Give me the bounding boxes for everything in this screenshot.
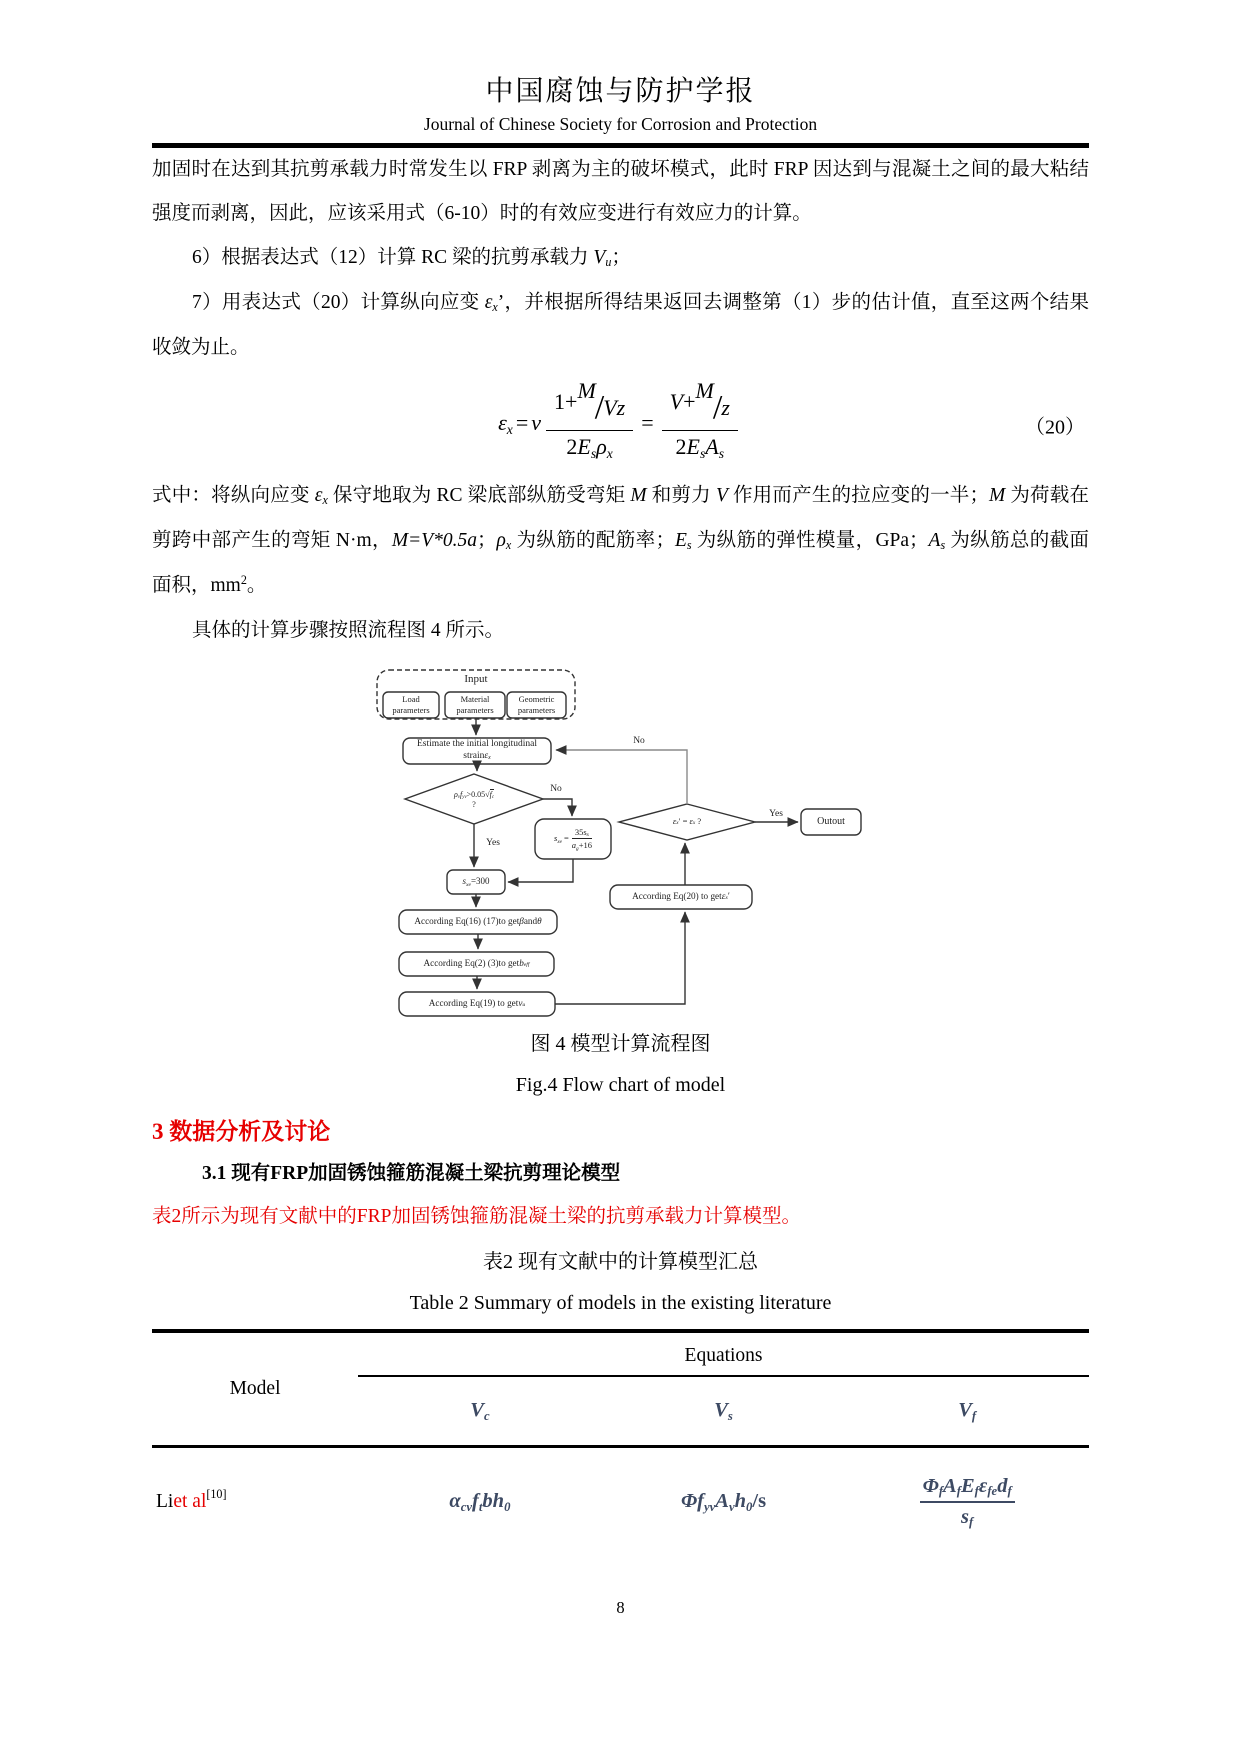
math-var: b [519,957,524,968]
math-var: E [686,434,700,460]
text-run: According Eq(16) (17)to get [414,915,520,926]
math-var: Vz [603,395,626,421]
math-var: ε [314,484,323,506]
math-var: ε [672,816,677,827]
table2-header-vf: Vf [958,1399,977,1423]
table2-row-vs: ΦfyvAvh0/s [681,1490,767,1514]
flowchart-figure [327,657,1027,1021]
section-3-title: 3 数据分析及讨论 [152,1118,331,1144]
table2-row-vf: ΦfAfEfεfedf sf [845,1448,1089,1556]
math-sub: x [692,819,696,826]
math-sub: c [491,795,495,801]
mini-fraction [572,827,592,851]
text-run: 式中：将纵向应变 [152,484,315,506]
number: 2 [675,434,687,460]
number: 35s [574,826,587,837]
flow-label-yes-1: Yes [486,837,500,848]
text-run: 6）根据表达式（12）计算 RC 梁的抗剪承载力 [192,246,594,268]
prime-mark: ′ [678,816,681,827]
number: +16 [578,840,592,850]
operator: = [564,833,569,844]
math-sub: s [718,446,725,462]
journal-title-cn: 中国腐蚀与防护学报 [485,76,756,107]
text-run: and [523,915,538,926]
math-var: M [989,484,1006,506]
slant-fraction [695,377,730,427]
text-run: According Eq(2) (3)to get [423,957,520,968]
text-run: strain [463,750,485,761]
figure4-caption-en: Fig.4 Flow chart of model [515,1073,726,1096]
text-run: ； [611,246,631,268]
text-run: 和剪力 [646,484,716,506]
content-block [152,0,1089,1556]
math-var: E [577,434,591,460]
math-var: v [531,409,542,435]
red-paragraph: 表2所示为现有文献中的FRP加固锈蚀箍筋混凝土梁的抗剪承载力计算模型。 [152,1205,801,1227]
equation-body [498,377,743,462]
journal-title-en: Journal of Chinese Society for Corrosion and Protection [423,114,818,134]
operator: = [641,409,654,435]
math-var: a [571,840,577,850]
flow-label-no-1: No [550,783,562,794]
math-sub: x [725,894,728,901]
flow-node-geometric-parameters: Geometric parameters [517,694,556,715]
operator: >0.05 [466,789,486,799]
flow-decision-strain-converged [619,815,755,829]
slash: / [712,389,723,427]
number: 2 [566,434,578,460]
flow-node-sxe-formula [535,820,611,858]
text-run: 7）用表达式（20）计算纵向应变 [192,291,485,313]
operator: = [680,816,690,827]
math-var: ε [484,750,489,761]
math-var: M [577,377,596,403]
paragraph-follow: 具体的计算步骤按照流程图 4 所示。 [192,619,505,641]
flow-node-input-title: Input [464,672,488,685]
math-sub: x [676,819,679,826]
math-var: V [593,246,606,268]
math-var: ε [484,291,493,313]
prime-mark: ′ [727,890,730,901]
math-sub: yv [462,795,467,801]
text-run: 为纵筋总的截面面积，mm [152,529,1089,596]
flow-label-no-2: No [633,735,645,746]
math-var: M=V*0.5a [391,529,478,551]
flow-node-eq19 [399,993,555,1015]
math-var: A [705,434,719,460]
math-var: M [630,484,647,506]
table2-row-vc: αcvftbh0 [449,1490,511,1514]
text-run: Estimate the initial longitudinal [416,739,538,750]
author-name: Li [156,1490,174,1512]
text-run: 为纵筋的弹性模量，GPa； [691,529,929,551]
math-sub: u [522,1001,526,1008]
text-run: According Eq(20) to get [632,890,722,901]
text-run: According Eq(19) to get [428,997,519,1008]
flow-node-load-parameters: Load parameters [392,694,430,715]
math-var: V [715,484,728,506]
flow-node-sxe-300 [447,871,505,893]
math-var: A [928,529,941,551]
math-var: sxe [554,833,562,845]
math-var: M [695,377,714,403]
flow-node-material-parameters: Material parameters [456,694,494,715]
text-run: ’，并根据所得结果返回去调整第（1）步的估计值，直至这两个结果收敛为止。 [152,291,1089,358]
flow-node-eq2-3 [399,953,554,975]
text-run: ； [477,529,497,551]
math-var: ρ [596,434,607,460]
math-sub: eff [523,961,530,968]
flow-label-yes-2: Yes [769,808,783,819]
flow-node-eq20 [610,886,752,908]
operator: + [565,388,578,414]
equation-number: （20） [1025,416,1085,438]
math-sub: x [322,493,328,508]
reference-number: [10] [206,1487,227,1502]
question-mark: ? [472,799,476,809]
table2-header-model: Model [229,1377,281,1399]
math-sub: s [686,538,692,553]
math-var: ε [498,409,507,435]
fraction-2 [662,377,738,462]
math-sub: g [576,845,579,852]
math-sub: u [605,255,612,270]
flow-decision-stirrup-ratio [413,782,535,818]
table2-caption-cn: 表2 现有文献中的计算模型汇总 [483,1250,758,1273]
math-sub: x [606,446,613,462]
math-var: V [669,388,684,414]
paragraph-notes [152,474,1089,609]
operator: = [515,409,529,435]
text-run: 为纵筋的配筋率； [511,529,675,551]
math-sub: s [699,446,706,462]
author-etal: et al [173,1490,207,1512]
flow-node-eq16-17 [399,911,557,933]
figure4-caption-cn: 图 4 模型计算流程图 [530,1032,711,1055]
text-run: 保守地取为 RC 梁底部纵筋受弯矩 [327,484,631,506]
flow-node-output: Outout [817,815,845,827]
math-var: f [460,789,463,799]
math-var: β [519,915,524,926]
text-run: 作用而产生的拉应变的一半； [727,484,989,506]
list-item-6 [152,236,1089,281]
table2-header-vs: Vs [714,1399,733,1423]
math-sub: x [506,421,513,437]
page-header [152,76,1089,135]
equation-20 [152,377,1089,470]
math-sub: v [457,795,461,801]
fraction-1 [546,377,633,462]
math-var: ρ [496,529,506,551]
operator: + [683,388,696,414]
table2 [152,1329,1089,1556]
page-number: 8 [616,1598,625,1617]
text-run: =300 [470,876,490,887]
section-3-1-title: 3.1 现有FRP加固锈蚀箍筋混凝土梁抗剪理论模型 [202,1162,621,1184]
math-var: f [489,789,492,799]
table2-row-model [152,1448,358,1556]
slant-fraction [577,377,626,427]
math-var: E [674,529,687,551]
math-var: ρ [453,789,458,799]
math-var: ε [721,890,726,901]
math-var: sxe [462,876,471,888]
math-sub: x [488,755,491,762]
math-sub: x [505,538,512,553]
math-sub: s [940,538,946,553]
math-var: z [721,395,730,421]
math-sub: x [586,832,589,839]
sqrt-symbol: √ [485,789,490,799]
math-sub: x [492,300,498,315]
paragraph-intro: 加固时在达到其抗剪承载力时常发生以 FRP 剥离为主的破坏模式，此时 FRP 因达到与混凝土之间的最大粘结强度而剥离，因此，应该采用式（6-10）时的有效应变进行有效应力的计算。 [152,158,1089,224]
number: 1 [554,388,566,414]
table2-caption-en: Table 2 Summary of models in the existing literature [409,1291,832,1314]
math-sup: 2 [240,572,247,587]
text-run: 。 [246,574,267,596]
math-var: v [518,997,523,1008]
question-mark: ? [695,816,702,827]
math-var: θ [537,915,542,926]
table2-header-vc: Vc [470,1399,490,1423]
math-var: ε [689,816,693,827]
table2-header-equations: Equations [358,1333,1089,1377]
list-item-7 [152,281,1089,370]
text-run: 为荷载在剪跨中部产生的弯矩 N·m， [152,484,1089,551]
slash: / [594,389,605,427]
flow-node-estimate-strain [403,738,551,764]
math-sub: s [590,446,597,462]
